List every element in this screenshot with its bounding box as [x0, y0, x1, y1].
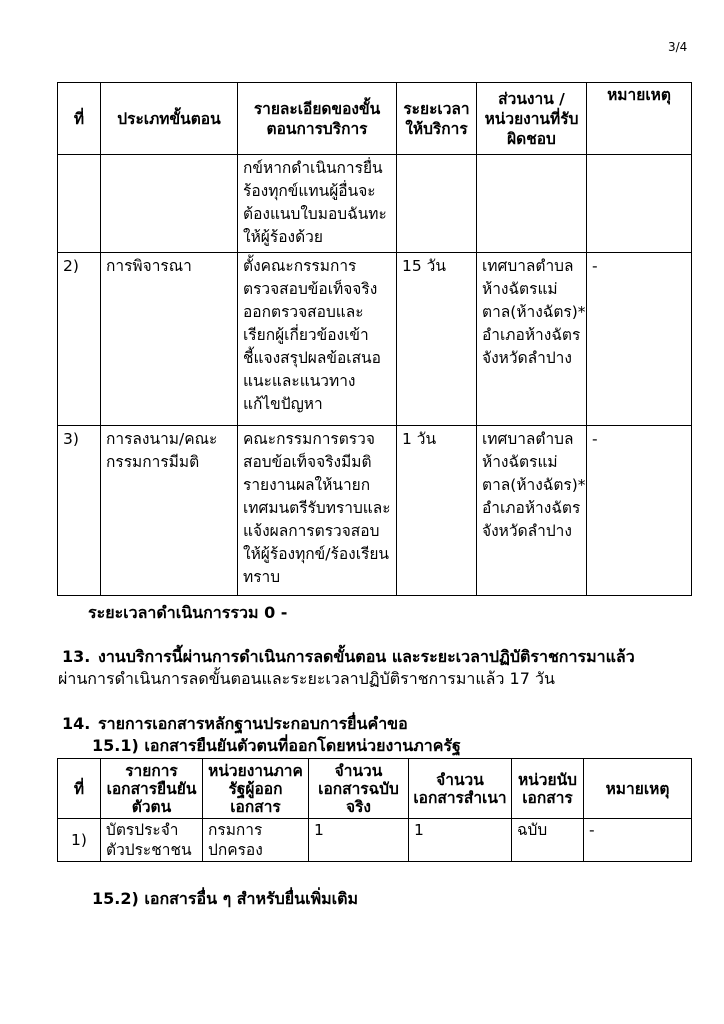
cell-type: การลงนาม/คณะกรรมการมีมติ [101, 426, 238, 596]
cell-time [397, 155, 477, 253]
section-13-body: ผ่านการดำเนินการลดขั้นตอนและระยะเวลาปฏิบัติราชการมาแล้ว 17 วัน [58, 669, 555, 688]
cell-note: - [587, 253, 692, 426]
cell-note: - [584, 819, 692, 862]
table-header-row [58, 759, 692, 819]
cell-note [587, 155, 692, 253]
header-no: ที่ [58, 759, 101, 819]
section-13-title: งานบริการนี้ผ่านการดำเนินการลดขั้นตอน และระยะเวลาปฏิบัติราชการมาแล้ว [98, 647, 635, 666]
cell-unit [477, 155, 587, 253]
cell-type [101, 155, 238, 253]
cell-detail: คณะกรรมการตรวจสอบข้อเท็จจริงมีมติรายงานผลให้นายกเทศมนตรีรับทราบและแจ้งผลการตรวจสอบให้ผู้ร้องทุกข์/ร้องเรียนทราบ [238, 426, 397, 596]
table-row [58, 819, 692, 862]
service-steps-table [57, 82, 692, 596]
header-no: ที่ [58, 83, 101, 155]
cell-detail: ตั้งคณะกรรมการตรวจสอบข้อเท็จจริงออกตรวจสอบและเรียกผู้เกี่ยวข้องเข้าชี้แจงสรุปผลข้อเสนอแนะและแนวทางแก้ไขปัญหา [238, 253, 397, 426]
section-14-number: 14. [62, 714, 91, 733]
cell-copy: 1 [409, 819, 512, 862]
cell-no: 1) [58, 819, 101, 862]
header-note: หมายเหตุ [587, 83, 692, 155]
cell-note: - [587, 426, 692, 596]
cell-no: 2) [58, 253, 101, 426]
total-duration: ระยะเวลาดำเนินการรวม 0 - [88, 603, 288, 622]
cell-no [58, 155, 101, 253]
header-responsible-unit: ส่วนงาน / หน่วยงานที่รับผิดชอบ [477, 83, 587, 155]
section-14-title: รายการเอกสารหลักฐานประกอบการยื่นคำขอ [98, 714, 408, 733]
header-copy-count: จำนวนเอกสารสำเนา [409, 759, 512, 819]
section-15-1-heading: 15.1) เอกสารยืนยันตัวตนที่ออกโดยหน่วยงานภาครัฐ [92, 736, 461, 755]
page-number: 3/4 [668, 40, 688, 54]
cell-agency: กรมการปกครอง [203, 819, 309, 862]
cell-document-name: บัตรประจำตัวประชาชน [101, 819, 203, 862]
header-step-type: ประเภทขั้นตอน [101, 83, 238, 155]
section-15-2-heading: 15.2) เอกสารอื่น ๆ สำหรับยื่นเพิ่มเติม [92, 889, 359, 908]
cell-unit: ฉบับ [512, 819, 584, 862]
cell-type: การพิจารณา [101, 253, 238, 426]
identity-documents-table [57, 758, 692, 862]
table-row [58, 426, 692, 596]
header-issuing-agency: หน่วยงานภาครัฐผู้ออกเอกสาร [203, 759, 309, 819]
header-step-detail: รายละเอียดของขั้นตอนการบริการ [238, 83, 397, 155]
header-count-unit: หน่วยนับเอกสาร [512, 759, 584, 819]
header-duration: ระยะเวลาให้บริการ [397, 83, 477, 155]
cell-original: 1 [309, 819, 409, 862]
cell-unit: เทศบาลตำบลห้างฉัตรแม่ตาล(ห้างฉัตร)* อำเภอห้างฉัตรจังหวัดลำปาง [477, 426, 587, 596]
header-original-count: จำนวนเอกสารฉบับจริง [309, 759, 409, 819]
header-note: หมายเหตุ [584, 759, 692, 819]
cell-time: 1 วัน [397, 426, 477, 596]
cell-time: 15 วัน [397, 253, 477, 426]
cell-unit: เทศบาลตำบลห้างฉัตรแม่ตาล(ห้างฉัตร)* อำเภอห้างฉัตรจังหวัดลำปาง [477, 253, 587, 426]
table-row [58, 155, 692, 253]
table-header-row [58, 83, 692, 155]
cell-no: 3) [58, 426, 101, 596]
cell-detail: กข์หากดำเนินการยื่นร้องทุกข์แทนผู้อื่นจะต้องแนบใบมอบฉันทะให้ผู้ร้องด้วย [238, 155, 397, 253]
table-row [58, 253, 692, 426]
header-document-name: รายการเอกสารยืนยันตัวตน [101, 759, 203, 819]
section-13-number: 13. [62, 647, 91, 666]
